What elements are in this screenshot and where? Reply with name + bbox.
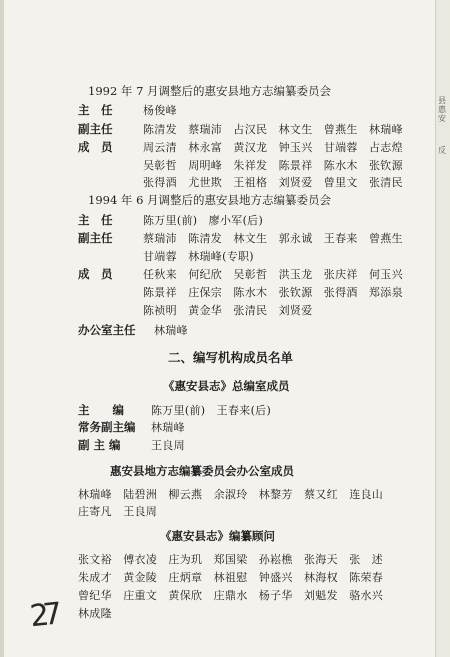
advisors-title: 《惠安县志》编纂顾问 bbox=[160, 529, 275, 543]
office-director: 林瑞峰 bbox=[154, 324, 188, 337]
committee-1994-title: 1994 年 6 月调整后的惠安县地方志编纂委员会 bbox=[88, 193, 332, 207]
members-1992-line-3: 张得酒 尤世欺 王祖格 刘贤爱 曾里文 张清民 bbox=[143, 176, 403, 189]
members-1992-line-1: 周云清 林永富 黄汉龙 钟玉兴 甘端蓉 占志煌 bbox=[143, 141, 403, 154]
members-1994-line-2: 陈景祥 庄保宗 陈水木 张钦源 张得酒 郑添泉 bbox=[143, 286, 403, 299]
chief-editor-label: 主 编 bbox=[78, 403, 124, 417]
editorial-office-title: 《惠安县志》总编室成员 bbox=[163, 379, 290, 393]
office-members-title: 惠安县地方志编纂委员会办公室成员 bbox=[110, 464, 294, 478]
vice-editor-label: 副 主 编 bbox=[78, 438, 121, 452]
exec-editor: 林瑞峰 bbox=[151, 421, 185, 434]
section-two-title: 二、编写机构成员名单 bbox=[168, 350, 294, 365]
deputies-1994-line-2: 甘端蓉 林瑞峰(专职) bbox=[143, 250, 254, 263]
office-members-line-1: 林瑞峰 陆碧洲 柳云燕 余淑玲 林黎芳 蔡又红 连良山 bbox=[78, 488, 384, 501]
director-1992: 杨俊峰 bbox=[143, 104, 177, 117]
exec-editor-label: 常务副主编 bbox=[78, 420, 136, 434]
deputy-label-1992: 副主任 bbox=[78, 122, 113, 136]
deputies-1992: 陈清发 蔡瑞沛 占汉民 林文生 曾燕生 林瑞峰 bbox=[143, 123, 403, 136]
deputy-label-1994: 副主任 bbox=[78, 231, 113, 245]
advisors-line-4: 林成隆 bbox=[78, 607, 112, 620]
side-note-mid: 反 bbox=[438, 146, 446, 155]
director-label-1992: 主 任 bbox=[78, 103, 113, 117]
handwritten-page-number: 27 bbox=[28, 596, 58, 635]
director-1994: 陈万里(前) 廖小军(后) bbox=[143, 214, 264, 227]
director-label-1994: 主 任 bbox=[78, 213, 113, 227]
members-label-1994: 成 员 bbox=[78, 267, 113, 281]
chief-editor: 陈万里(前) 王春来(后) bbox=[151, 404, 272, 417]
scan-left-edge bbox=[0, 0, 4, 657]
members-1994-line-1: 任秋来 何纪欣 吴彰哲 洪玉龙 张庆祥 何玉兴 bbox=[143, 268, 403, 281]
members-1992-line-2: 吴彰哲 周明峰 朱祥发 陈景祥 陈水木 张钦源 bbox=[143, 159, 403, 172]
office-members-line-2: 庄寄凡 王良周 bbox=[78, 505, 158, 518]
advisors-line-1: 张文裕 傅衣凌 庄为玑 郑国梁 孙崧樵 张海天 张 述 bbox=[78, 553, 384, 566]
members-1994-line-3: 陈祯明 黄金华 张清民 刘贤爱 bbox=[143, 304, 313, 317]
side-note-top: 县 惠安 bbox=[438, 96, 446, 123]
committee-1992-title: 1992 年 7 月调整后的惠安县地方志编纂委员会 bbox=[88, 84, 332, 98]
advisors-line-3: 曾纪华 庄重文 黄保欣 庄鼎水 杨子华 刘魁发 骆水兴 bbox=[78, 589, 384, 602]
vice-editor: 王良周 bbox=[151, 439, 185, 452]
advisors-line-2: 朱成才 黄金陵 庄炳章 林祖慰 钟盛兴 林海权 陈荣春 bbox=[78, 571, 384, 584]
adjacent-page-edge bbox=[435, 0, 450, 657]
deputies-1994-line-1: 蔡瑞沛 陈清发 林文生 郭永诚 王春来 曾燕生 bbox=[143, 232, 403, 245]
members-label-1992: 成 员 bbox=[78, 140, 113, 154]
office-director-label: 办公室主任 bbox=[78, 323, 136, 337]
